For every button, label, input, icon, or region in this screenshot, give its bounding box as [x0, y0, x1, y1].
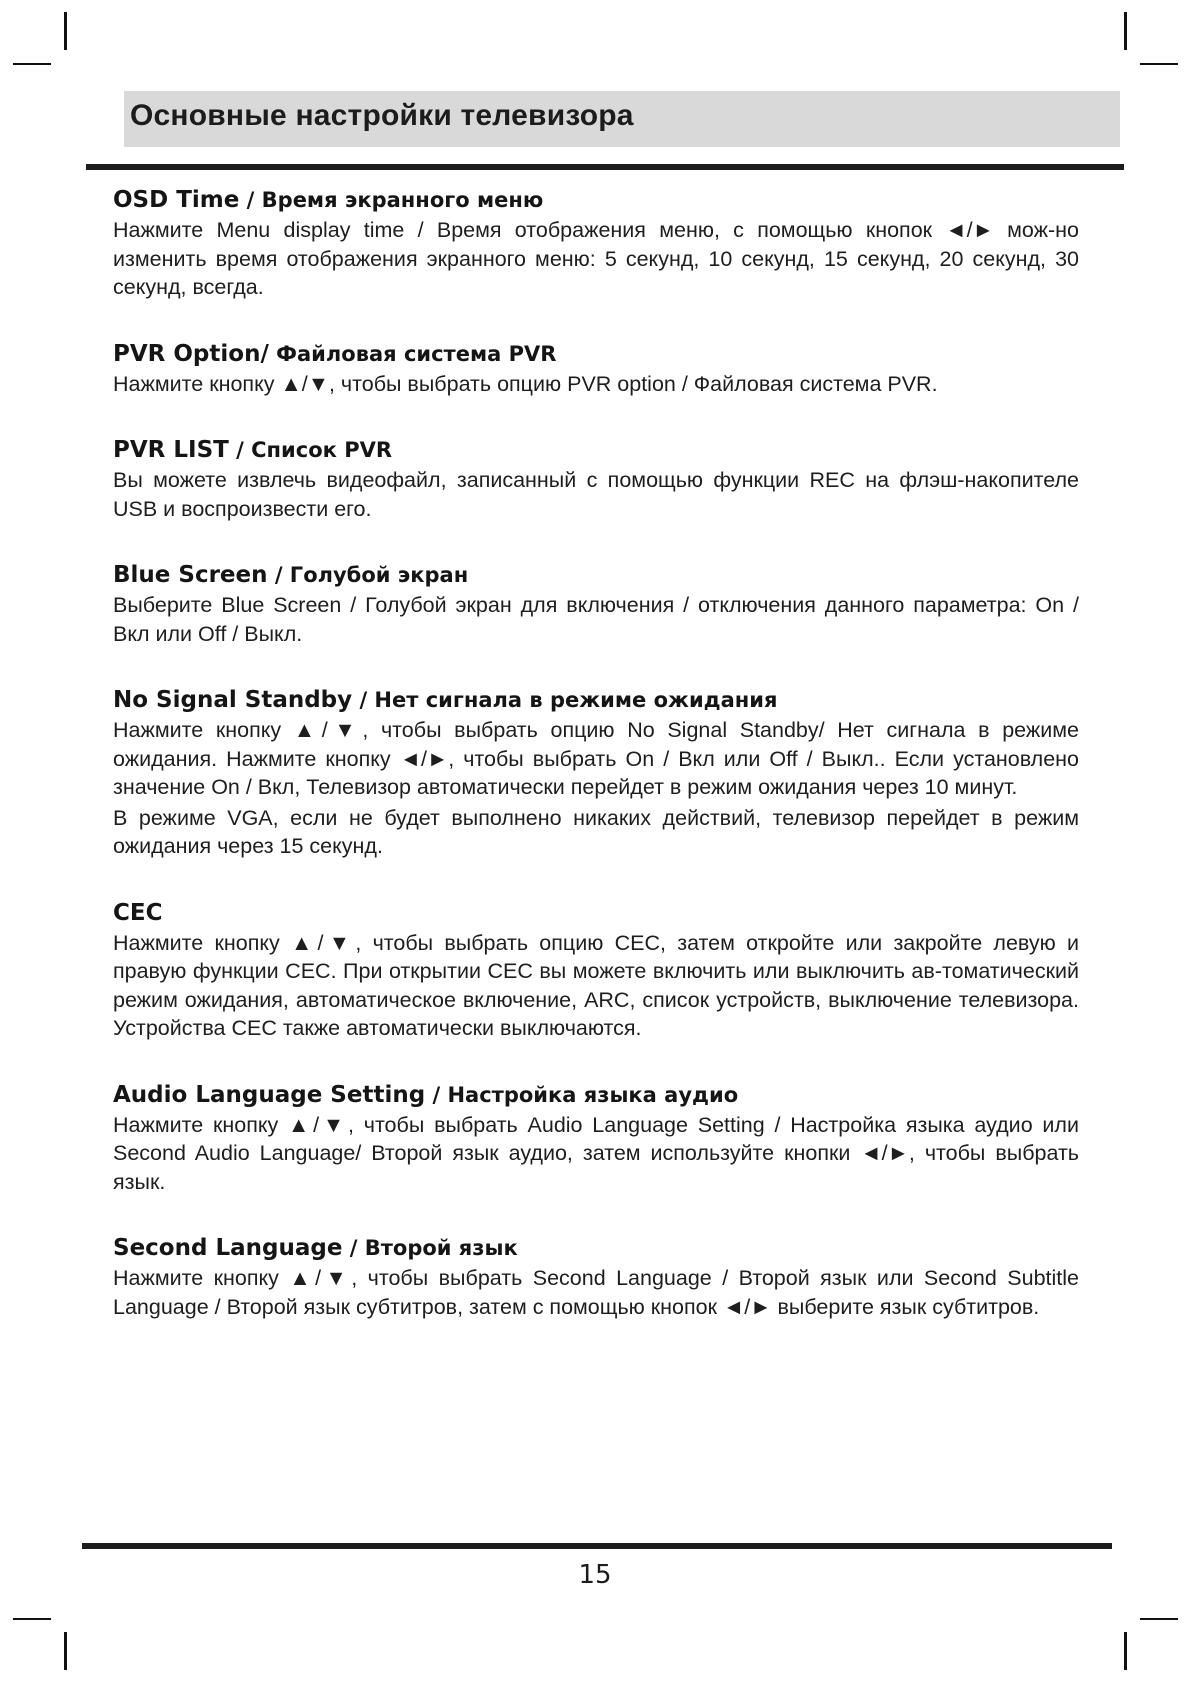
crop-mark-bottom-right-vertical [1124, 1632, 1127, 1670]
page-title: Основные настройки телевизора [130, 99, 634, 132]
section-title-ru: / Второй язык [342, 1236, 518, 1260]
section-pvr-list [113, 434, 1079, 523]
section-paragraph: Нажмите кнопку ▲/▼, чтобы выбрать опцию CEC, затем откройте или закройте левую и правую функции CEC. При открытии CEC вы можете включить или выключить ав-томатический режим ожидания, автоматическое включение, ARC, список устройств, выключение телевизора. Устройства CEC также автоматически выключаются. [113, 930, 1079, 1040]
section-title-en: PVR LIST [113, 437, 229, 463]
section-blue-screen [113, 559, 1079, 648]
section-title-en: No Signal Standby [113, 687, 353, 713]
section-title-en: Second Language [113, 1235, 343, 1261]
section-paragraph: Вы можете извлечь видеофайл, записанный с помощью функции REC на флэш-накопителе USB и воспроизвести его. [113, 468, 1079, 521]
section-osd-time [113, 184, 1079, 302]
section-title-en: Blue Screen [113, 562, 268, 588]
crop-mark-bottom-right-horizontal [1140, 1618, 1178, 1620]
section-title-en: CEC [113, 899, 163, 926]
section-title-ru: Файловая система PVR [268, 341, 557, 366]
section-title-ru: / Голубой экран [267, 563, 469, 587]
section-paragraph: Нажмите кнопку ▲/▼, чтобы выбрать опцию PVR option / Файловая система PVR. [113, 371, 938, 396]
section-audio-language-setting [113, 1079, 1079, 1197]
crop-mark-bottom-left-horizontal [13, 1618, 51, 1620]
section-title-ru: / Нет сигнала в режиме ожидания [352, 688, 778, 712]
section-title [113, 434, 1079, 466]
section-title [113, 184, 1079, 216]
section-title [113, 684, 1079, 716]
section-title-ru: / Настройка языка аудио [425, 1082, 739, 1107]
crop-mark-bottom-left-vertical [64, 1632, 67, 1670]
section-title-ru: / Список PVR [228, 438, 393, 462]
section-title [113, 897, 1079, 929]
crop-mark-top-right-vertical [1124, 12, 1127, 50]
section-second-language [113, 1232, 1079, 1321]
section-title [113, 1079, 1079, 1111]
section-cec [113, 897, 1079, 1043]
section-paragraph: Нажмите кнопку ▲/▼, чтобы выбрать Audio Language Setting / Настройка языка аудио или Second Audio Language/ Второй язык аудио, затем используйте кнопки ◄/►, чтобы выбрать язык. [113, 1112, 1079, 1194]
section-title-en: OSD Time [113, 187, 240, 213]
section-paragraph: В режиме VGA, если не будет выполнено никаких действий, телевизор перейдет в режим ожидания через 15 секунд. [113, 805, 1079, 858]
section-paragraph: Нажмите Menu display time / Время отображения меню, с помощью кнопок ◄/► мож-но изменить время отображения экранного меню: 5 секунд, 10 секунд, 15 секунд, 20 секунд, 30 секунд, всегда. [113, 218, 1079, 299]
section-title [113, 1232, 1079, 1264]
section-paragraph: Нажмите кнопку ▲/▼, чтобы выбрать Second Language / Второй язык или Second Subtitle Language / Второй язык субтитров, затем с помощью кнопок ◄/► выберите язык субтитров. [113, 1266, 1079, 1319]
section-paragraph: Нажмите кнопку ▲/▼, чтобы выбрать опцию No Signal Standby/ Нет сигнала в режиме ожидания. Нажмите кнопку ◄/►, чтобы выбрать On / Вкл или Off / Выкл.. Если установлено значение On / Вкл, Телевизор автоматически перейдет в режим ожидания через 10 минут. [113, 718, 1079, 799]
section-pvr-option [113, 338, 1079, 399]
page-content [113, 184, 1079, 1321]
page-number: 15 [578, 1560, 612, 1590]
header-divider [86, 164, 1124, 170]
page-header [124, 91, 1120, 147]
crop-mark-top-left-vertical [64, 12, 67, 50]
section-paragraph: Выберите Blue Screen / Голубой экран для включения / отключения данного параметра: On / Вкл или Off / Выкл. [113, 593, 1079, 646]
crop-mark-top-left-horizontal [13, 63, 51, 65]
section-title [113, 559, 1079, 591]
section-title-en: PVR Option/ [113, 340, 269, 367]
section-title-en: Audio Language Setting [113, 1081, 426, 1108]
crop-mark-top-right-horizontal [1140, 63, 1178, 65]
section-title [113, 338, 1079, 370]
section-title-ru: / Время экранного меню [239, 188, 544, 212]
section-no-signal-standby [113, 684, 1079, 861]
footer-divider [82, 1543, 1112, 1549]
